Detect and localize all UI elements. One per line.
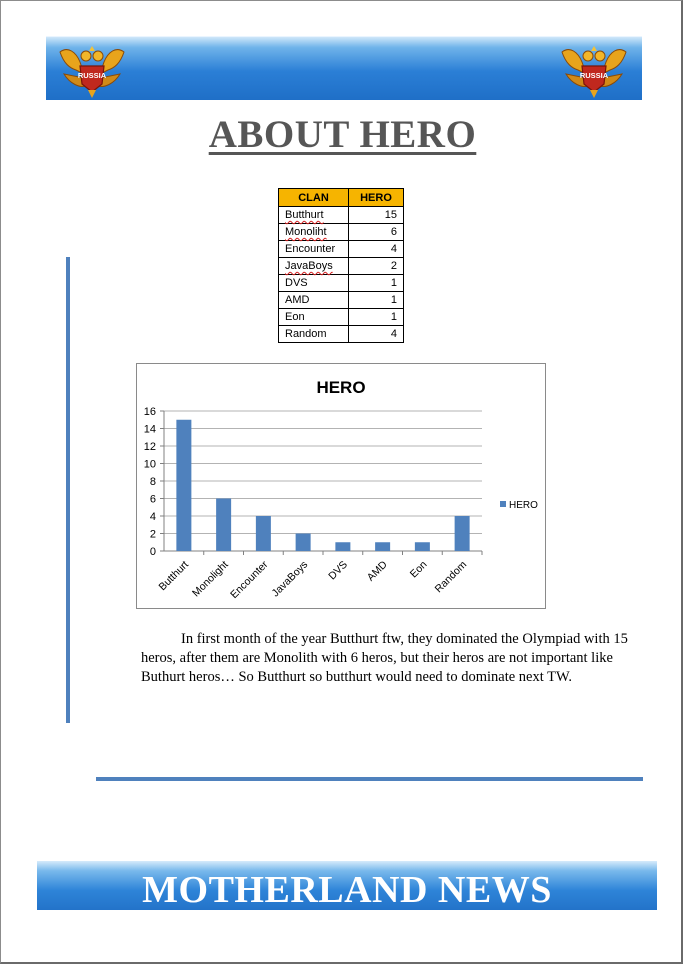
- clan-cell: [279, 241, 349, 258]
- bar: [176, 420, 191, 551]
- y-tick-label: 16: [143, 406, 156, 418]
- hero-cell: 1: [349, 275, 404, 292]
- hero-cell: 6: [349, 224, 404, 241]
- hero-cell: 1: [349, 309, 404, 326]
- left-vertical-rule: [66, 257, 70, 723]
- clan-name: Monoliht: [285, 226, 327, 238]
- x-tick-label: AMD: [364, 558, 390, 584]
- y-tick-label: 0: [149, 546, 156, 558]
- clan-cell: [279, 258, 349, 275]
- clan-cell: [279, 292, 349, 309]
- header-clan: CLAN: [279, 189, 349, 207]
- x-tick-label: Butthurt: [156, 558, 191, 594]
- table-row: [279, 224, 404, 241]
- clan-name: Butthurt: [285, 209, 324, 221]
- header-banner: [46, 36, 642, 100]
- table-row: [279, 241, 404, 258]
- table-row: [279, 292, 404, 309]
- clan-cell: [279, 309, 349, 326]
- table-row: [279, 258, 404, 275]
- x-tick-label: Eon: [407, 558, 430, 581]
- table-header-row: [279, 189, 404, 207]
- bar: [415, 542, 430, 551]
- hero-chart: [136, 363, 546, 609]
- article-paragraph: In first month of the year Butthurt ftw, they dominated the Olympiad with 15 heros, after them are Monolith with 6 heros, but their heros are not important like Buthurt heros… So Butthurt so butthurt would need to dominate next TW.: [141, 631, 628, 685]
- header-hero: HERO: [349, 189, 404, 207]
- page-title: [0, 112, 685, 157]
- table-row: [279, 309, 404, 326]
- bar: [256, 516, 271, 551]
- clan-name: AMD: [285, 294, 310, 306]
- clan-name: DVS: [285, 277, 308, 289]
- emblem-left-text: RUSSIA: [77, 71, 107, 80]
- clan-cell: [279, 275, 349, 292]
- bar: [335, 542, 350, 551]
- x-tick-label: Monolight: [190, 558, 231, 600]
- bar: [216, 499, 231, 552]
- hero-cell: 4: [349, 326, 404, 343]
- bar: [455, 516, 470, 551]
- table-row: [279, 207, 404, 224]
- x-tick-label: JavaBoys: [269, 558, 311, 600]
- x-tick-label: DVS: [326, 558, 350, 583]
- footer-title: MOTHERLAND NEWS: [142, 869, 552, 911]
- clan-cell: [279, 326, 349, 343]
- legend-swatch: [500, 501, 506, 507]
- y-tick-label: 12: [143, 441, 156, 453]
- clan-name: Eon: [285, 311, 305, 323]
- table-row: [279, 326, 404, 343]
- hero-cell: 4: [349, 241, 404, 258]
- hero-cell: 2: [349, 258, 404, 275]
- coat-of-arms-right-emblem: [556, 44, 632, 100]
- clan-cell: [279, 207, 349, 224]
- legend-label: HERO: [509, 500, 538, 511]
- y-tick-label: 4: [149, 511, 156, 523]
- footer-banner: [37, 861, 657, 910]
- hero-chart-svg: [137, 364, 545, 608]
- clan-name: Random: [285, 328, 327, 340]
- page-title-text: ABOUT HERO: [208, 113, 477, 156]
- x-tick-label: Random: [432, 558, 470, 596]
- hero-cell: 1: [349, 292, 404, 309]
- bar: [375, 542, 390, 551]
- y-tick-label: 2: [149, 528, 156, 541]
- x-tick-label: Encounter: [228, 558, 271, 601]
- emblem-right-text: RUSSIA: [579, 71, 609, 80]
- bottom-horizontal-rule: [96, 777, 643, 781]
- y-tick-label: 8: [149, 476, 156, 488]
- clan-name: Encounter: [285, 243, 336, 255]
- y-tick-label: 14: [143, 423, 156, 436]
- y-tick-label: 6: [149, 493, 156, 506]
- table-row: [279, 275, 404, 292]
- bar: [296, 534, 311, 552]
- clan-cell: [279, 224, 349, 241]
- chart-title: HERO: [316, 378, 366, 397]
- clan-hero-table: [278, 188, 404, 343]
- coat-of-arms-left-emblem: [54, 44, 130, 100]
- clan-name: JavaBoys: [285, 260, 333, 272]
- hero-cell: 15: [349, 207, 404, 224]
- y-tick-label: 10: [143, 458, 156, 471]
